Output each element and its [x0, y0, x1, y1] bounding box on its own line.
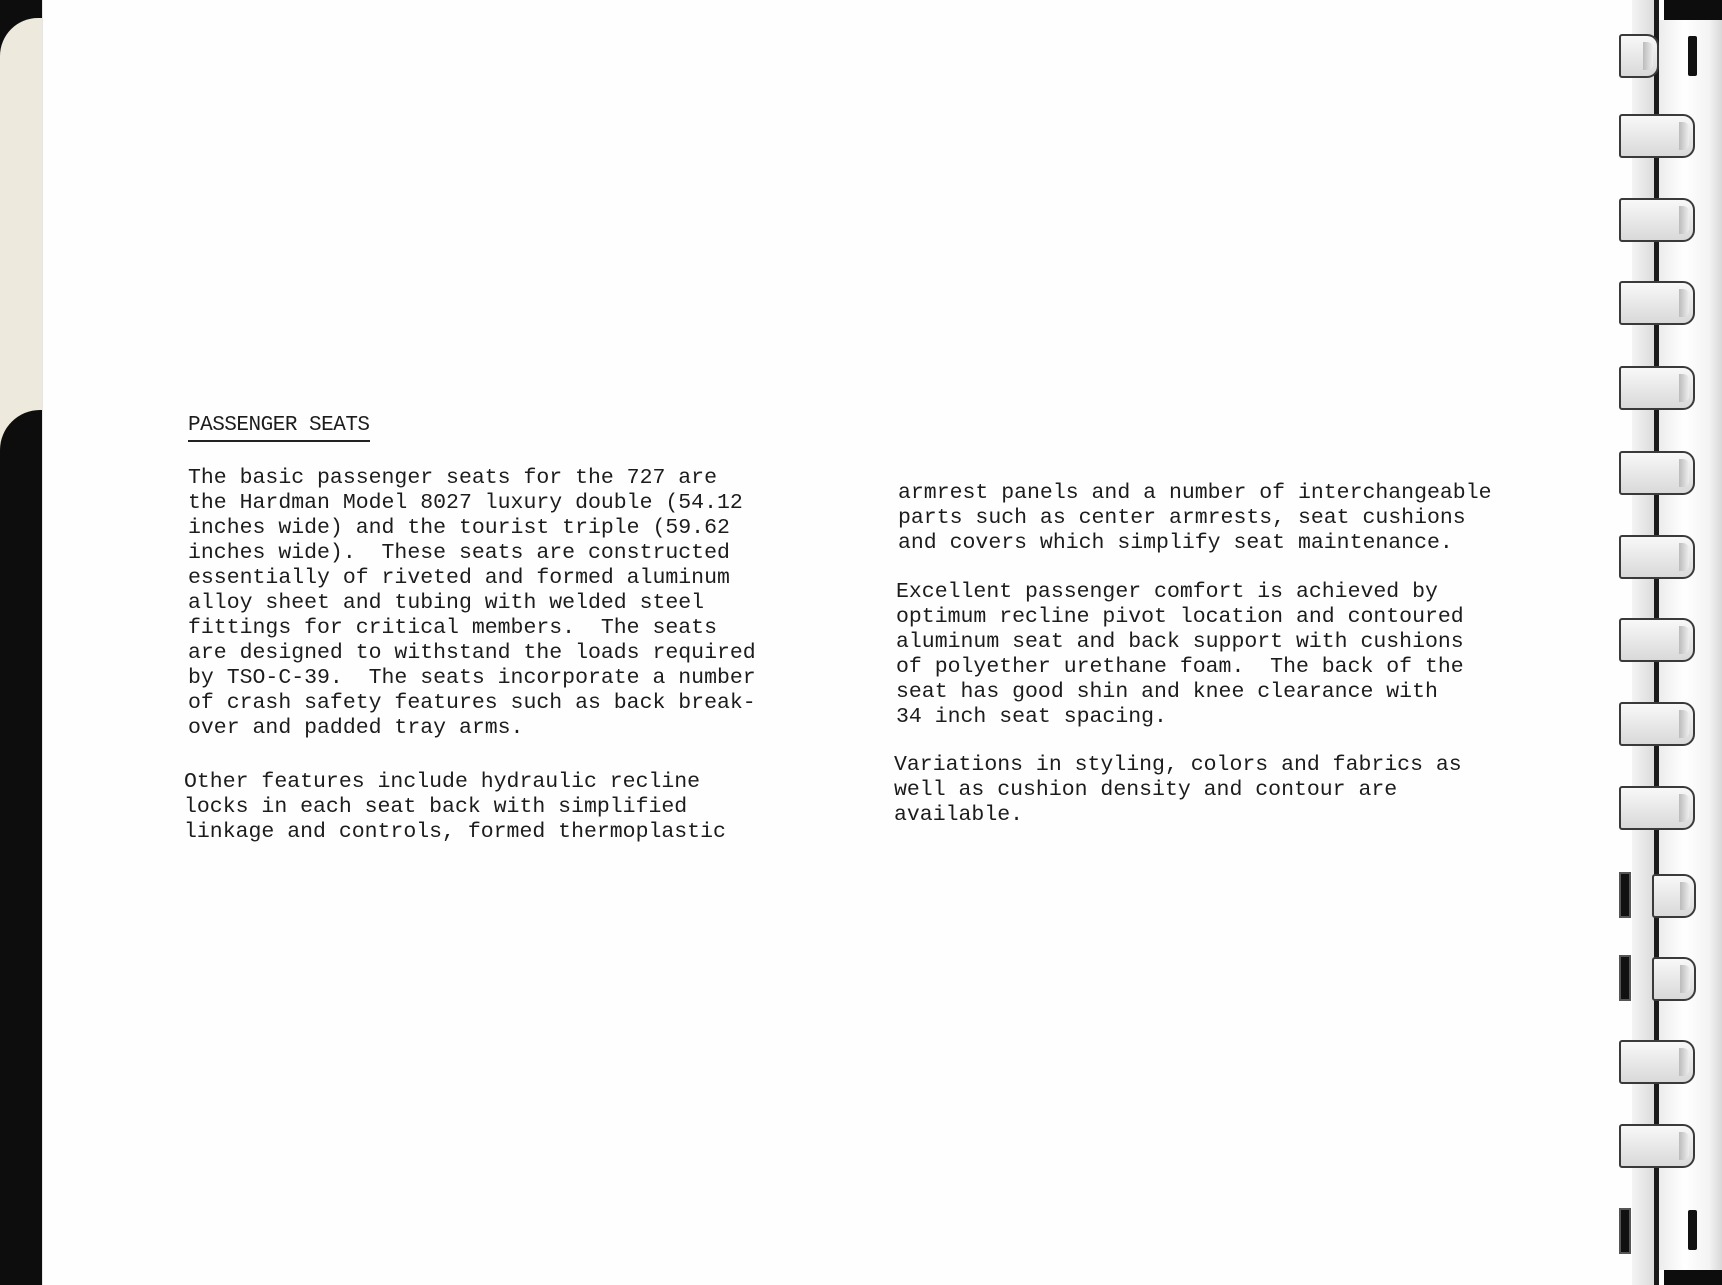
binding-ring [1619, 451, 1695, 495]
binding-ring-broken [1619, 872, 1631, 918]
binding-ring [1619, 281, 1695, 325]
binding-ring [1619, 366, 1695, 410]
column1-paragraph1: The basic passenger seats for the 727 are the Hardman Model 8027 luxury double (54.12 inches wide) and the tourist triple (59.62 inches wide). These seats are constructed essentially of riveted and formed aluminum alloy sheet and tubing with welded steel fittings for critical members. The seats are designed to withstand the loads required by TSO-C-39. The seats incorporate a number of crash safety features such as back break- over and padded tray arms. [188, 466, 756, 740]
column2-paragraph3: Variations in styling, colors and fabrics as well as cushion density and contour are available. [894, 753, 1462, 827]
binding-slot [1688, 36, 1697, 76]
binding-ring [1619, 786, 1695, 830]
tab-divider-notch [0, 410, 46, 1285]
binding-ring [1619, 114, 1695, 158]
section-heading: PASSENGER SEATS [188, 413, 370, 442]
column2-paragraph2: Excellent passenger comfort is achieved by optimum recline pivot location and contoured aluminum seat and back support with cushions of polyether urethane foam. The back of the seat has good shin and knee clearance with 34 inch seat spacing. [896, 580, 1464, 729]
binding-slot [1688, 1210, 1697, 1250]
binding-ring [1619, 1124, 1695, 1168]
binding-ring-broken [1619, 955, 1631, 1001]
binding-ring-broken [1619, 1208, 1631, 1254]
binding-ring [1619, 1040, 1695, 1084]
binding-ring [1619, 34, 1659, 78]
binding-ring [1652, 874, 1696, 918]
binding-ring [1652, 957, 1696, 1001]
binding-ring [1619, 535, 1695, 579]
binding-ring [1619, 618, 1695, 662]
column2-paragraph1: armrest panels and a number of interchangeable parts such as center armrests, seat cushions and covers which simplify seat maintenance. [898, 481, 1492, 555]
column1-paragraph2: Other features include hydraulic recline locks in each seat back with simplified linkage and controls, formed thermoplastic [184, 770, 726, 844]
binding-ring [1619, 702, 1695, 746]
binding-ring [1619, 198, 1695, 242]
